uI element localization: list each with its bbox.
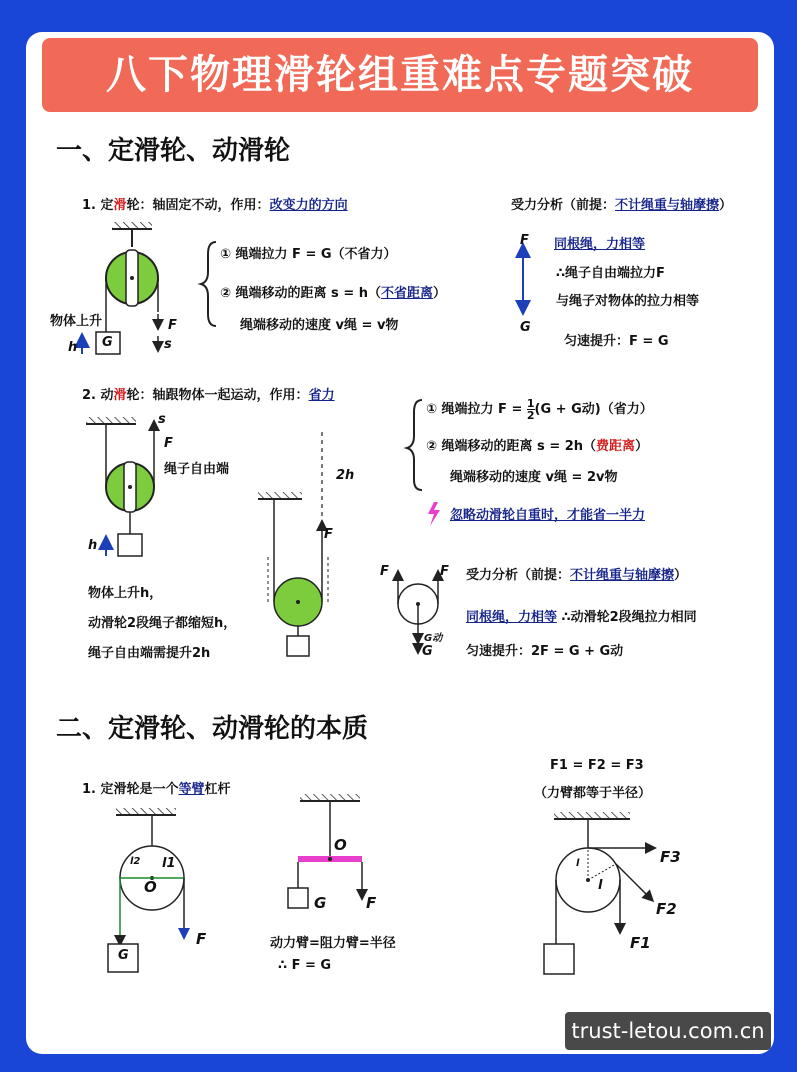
lever-note1: 动力臂=阻力臂=半径 [270,936,396,951]
fixed-force-line1: 同根绳，力相等 [554,237,646,252]
fixed-lever-diagram-2 [288,794,362,908]
lever-note2: ∴ F = G [278,958,332,973]
movable-free-end: 绳子自由端 [164,462,230,477]
fixed-rise-label: 物体上升 [50,314,103,329]
fixed-line1: ① 绳端拉力 F = G（不省力） [220,247,397,262]
movable-2h-label: 2h [336,468,355,483]
lever2-G-label: G [314,894,327,912]
movable-pulley-label: 2. 动滑轮：轴跟物体一起运动，作用：省力 [82,388,335,403]
fixed-h-label: h [68,340,78,355]
fixed-s-label: s [164,337,172,352]
movable-pulley-diagram [86,417,154,556]
fixed-pulley-label: 1. 定滑轮：轴固定不动，作用：改变力的方向 [82,198,348,213]
movable-force-line1: 同根绳，力相等 ∴动滑轮2段绳拉力相同 [466,610,697,625]
watermark: trust-letou.com.cn [565,1012,771,1050]
fbd-F-left: F [380,564,389,579]
equal-forces-eq: F1 = F2 = F3 [550,758,644,773]
fbd-F-right: F [440,564,449,579]
movable-h-label: h [88,538,98,553]
movable-s-label: s [158,412,166,427]
fixed-line2: ② 绳端移动的距离 s = h（不省距离） [220,286,447,301]
movable-pulley-effect: 省力 [308,388,335,403]
movable-F2-label: F [324,527,333,542]
fbd-Gd-label: G动 [424,633,443,644]
page-title: 八下物理滑轮组重难点专题突破 [42,38,758,112]
lever1-l2-label: l2 [130,856,141,867]
movable-force-line2: 匀速提升：2F = G + G动 [466,644,624,659]
movable-note: 忽略动滑轮自重时，才能省一半力 [450,508,646,523]
F2-label: F2 [656,900,677,918]
lever1-O-label: O [144,878,157,896]
movable-line1: ① 绳端拉力 $F = \frac{1}{2}(G + G$动)（省力） [426,397,653,422]
section2-heading: 二、定滑轮、动滑轮的本质 [56,714,369,744]
F1-label: F1 [630,934,651,952]
movable-line2: ② 绳端移动的距离 s = 2h（费距离） [426,439,649,454]
section1-heading: 一、定滑轮、动滑轮 [56,136,291,166]
fbd-G-label: G [422,644,433,659]
fixed-force-line2: ∴绳子自由端拉力F [556,266,665,281]
movable-distance-diagram [258,432,328,656]
fixed-line3: 绳端移动的速度 v绳 = v物 [240,318,399,333]
movable-force-title: 受力分析（前提：不计绳重与轴摩擦） [466,568,688,583]
fixed-force-line3: 与绳子对物体的拉力相等 [556,294,700,309]
fixed-force-G: G [520,320,531,335]
section2-label: 1. 定滑轮是一个等臂杠杆 [82,782,231,797]
movable-line3: 绳端移动的速度 v绳 = 2v物 [450,470,618,485]
fixed-force-title: 受力分析（前提：不计绳重与轴摩擦） [511,198,733,213]
fixed-pulley-diagram [82,222,158,354]
equal-forces-note: （力臂都等于半径） [534,786,652,801]
fixed-F-label: F [168,318,177,333]
lightning-icon [428,502,440,526]
movable-F-label: F [164,436,173,451]
fixed-pulley-effect: 改变力的方向 [269,198,348,213]
fixed-G-label: G [102,335,113,350]
lever3-l-label: l [598,878,603,893]
lever1-F-label: F [196,930,207,948]
movable-explain2: 动滑轮2段绳子都缩短h， [88,616,237,631]
lever1-l1-label: l1 [162,856,176,871]
fixed-force-F: F [520,233,529,248]
lever2-F-label: F [366,894,377,912]
movable-explain1: 物体上升h， [88,586,163,601]
content-card [26,32,774,1054]
lever3-l2-label: l [576,858,580,869]
movable-explain3: 绳子自由端需提升2h [88,646,211,661]
lever2-O-label: O [334,836,347,854]
F3-label: F3 [660,848,681,866]
lever1-G-label: G [118,948,129,963]
fixed-force-line4: 匀速提升：F = G [564,334,669,349]
